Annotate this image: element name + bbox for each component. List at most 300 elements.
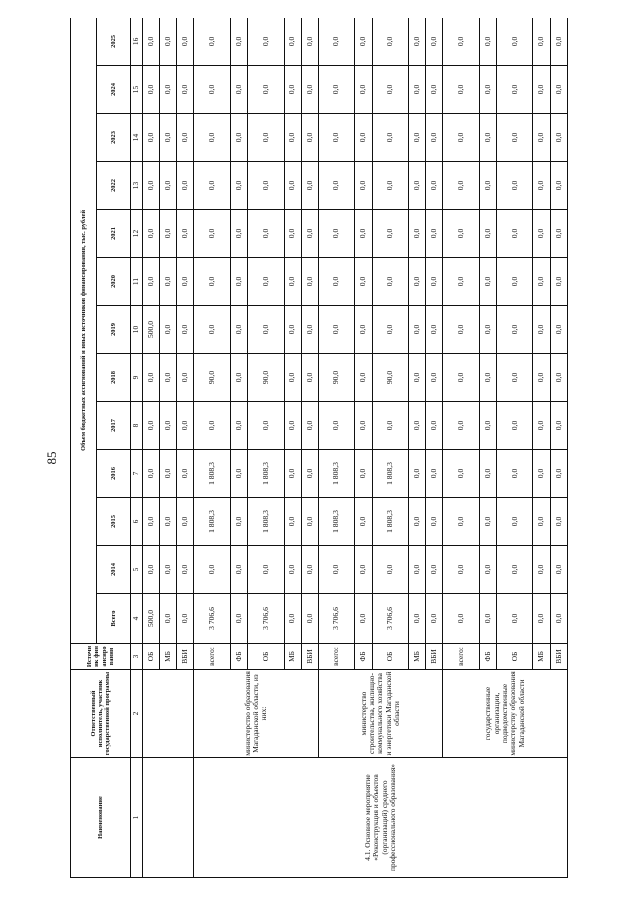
value-cell: 0,0 <box>409 594 426 644</box>
value-cell: 500,0 <box>143 594 160 644</box>
source-cell: МБ <box>284 644 301 670</box>
value-cell: 1 808,3 <box>372 450 408 498</box>
value-cell: 0,0 <box>284 402 301 450</box>
value-cell: 0,0 <box>426 498 443 546</box>
value-cell: 0,0 <box>550 18 567 66</box>
value-cell: 0,0 <box>355 18 372 66</box>
value-cell: 0,0 <box>143 210 160 258</box>
value-cell: 0,0 <box>318 210 354 258</box>
value-cell: 0,0 <box>318 258 354 306</box>
value-cell: 3 706,6 <box>194 594 230 644</box>
value-cell: 0,0 <box>177 450 194 498</box>
source-cell: ФБ <box>479 644 496 670</box>
table-row <box>194 18 230 878</box>
value-cell: 0,0 <box>194 402 230 450</box>
value-cell: 0,0 <box>248 306 284 354</box>
value-cell: 0,0 <box>443 354 479 402</box>
value-cell: 0,0 <box>533 114 550 162</box>
value-cell: 0,0 <box>372 210 408 258</box>
value-cell: 0,0 <box>426 402 443 450</box>
value-cell: 0,0 <box>355 546 372 594</box>
column-number: 10 <box>131 306 143 354</box>
value-cell: 0,0 <box>194 258 230 306</box>
value-cell: 0,0 <box>230 18 247 66</box>
value-cell: 0,0 <box>533 162 550 210</box>
header-year: 2018 <box>97 354 131 402</box>
value-cell: 0,0 <box>533 354 550 402</box>
value-cell: 0,0 <box>355 450 372 498</box>
value-cell: 0,0 <box>230 450 247 498</box>
value-cell: 0,0 <box>550 162 567 210</box>
value-cell: 0,0 <box>143 498 160 546</box>
value-cell: 0,0 <box>284 258 301 306</box>
value-cell: 0,0 <box>318 114 354 162</box>
value-cell: 0,0 <box>143 354 160 402</box>
value-cell: 0,0 <box>443 594 479 644</box>
column-number: 6 <box>131 498 143 546</box>
value-cell: 0,0 <box>230 594 247 644</box>
value-cell: 0,0 <box>533 402 550 450</box>
value-cell: 0,0 <box>409 258 426 306</box>
source-cell: всего: <box>318 644 354 670</box>
value-cell: 0,0 <box>443 18 479 66</box>
value-cell: 0,0 <box>550 498 567 546</box>
header-year: 2016 <box>97 450 131 498</box>
header-source: Источник финансирования <box>71 644 131 670</box>
value-cell: 0,0 <box>318 402 354 450</box>
value-cell: 1 808,3 <box>318 498 354 546</box>
value-cell: 0,0 <box>143 546 160 594</box>
source-cell: ВБИ <box>301 644 318 670</box>
value-cell: 0,0 <box>284 114 301 162</box>
value-cell: 0,0 <box>443 114 479 162</box>
source-cell: ОБ <box>372 644 408 670</box>
value-cell: 0,0 <box>533 210 550 258</box>
value-cell: 0,0 <box>443 162 479 210</box>
value-cell: 0,0 <box>479 594 496 644</box>
value-cell: 0,0 <box>301 498 318 546</box>
value-cell: 0,0 <box>230 258 247 306</box>
rotated-table-container <box>70 18 568 878</box>
value-cell: 0,0 <box>143 18 160 66</box>
value-cell: 0,0 <box>533 306 550 354</box>
value-cell: 0,0 <box>355 306 372 354</box>
column-number: 2 <box>131 670 143 758</box>
value-cell: 0,0 <box>284 210 301 258</box>
value-cell: 0,0 <box>248 210 284 258</box>
value-cell: 0,0 <box>160 18 177 66</box>
value-cell: 0,0 <box>160 498 177 546</box>
source-cell: всего: <box>443 644 479 670</box>
value-cell: 0,0 <box>479 498 496 546</box>
column-number: 9 <box>131 354 143 402</box>
value-cell: 0,0 <box>230 306 247 354</box>
value-cell: 0,0 <box>301 18 318 66</box>
value-cell: 0,0 <box>230 402 247 450</box>
value-cell: 0,0 <box>284 66 301 114</box>
value-cell: 0,0 <box>284 546 301 594</box>
value-cell: 0,0 <box>409 18 426 66</box>
header-total: Всего <box>97 594 131 644</box>
value-cell: 0,0 <box>194 210 230 258</box>
value-cell: 0,0 <box>372 546 408 594</box>
value-cell: 0,0 <box>177 594 194 644</box>
value-cell: 0,0 <box>248 162 284 210</box>
header-year: 2015 <box>97 498 131 546</box>
value-cell: 0,0 <box>160 258 177 306</box>
value-cell: 0,0 <box>443 210 479 258</box>
value-cell: 0,0 <box>301 354 318 402</box>
header-year: 2025 <box>97 18 131 66</box>
value-cell: 90,0 <box>248 354 284 402</box>
header-year: 2017 <box>97 402 131 450</box>
value-cell: 0,0 <box>301 210 318 258</box>
table-header <box>71 18 143 878</box>
value-cell: 0,0 <box>409 162 426 210</box>
value-cell: 0,0 <box>496 402 532 450</box>
value-cell: 0,0 <box>533 594 550 644</box>
value-cell: 0,0 <box>301 546 318 594</box>
value-cell: 0,0 <box>230 66 247 114</box>
value-cell: 0,0 <box>284 354 301 402</box>
value-cell: 0,0 <box>409 114 426 162</box>
value-cell: 0,0 <box>409 402 426 450</box>
value-cell: 0,0 <box>143 402 160 450</box>
value-cell: 3 706,6 <box>372 594 408 644</box>
value-cell: 0,0 <box>230 162 247 210</box>
value-cell: 0,0 <box>355 498 372 546</box>
value-cell: 0,0 <box>479 450 496 498</box>
source-cell: ВБИ <box>177 644 194 670</box>
value-cell: 0,0 <box>301 66 318 114</box>
value-cell: 0,0 <box>496 354 532 402</box>
source-cell: МБ <box>533 644 550 670</box>
value-cell: 0,0 <box>160 546 177 594</box>
table-row <box>443 18 479 878</box>
value-cell: 0,0 <box>284 306 301 354</box>
value-cell: 0,0 <box>443 66 479 114</box>
value-cell: 0,0 <box>160 210 177 258</box>
column-number: 7 <box>131 450 143 498</box>
value-cell: 0,0 <box>496 306 532 354</box>
value-cell: 0,0 <box>143 66 160 114</box>
value-cell: 0,0 <box>284 594 301 644</box>
value-cell: 0,0 <box>550 258 567 306</box>
value-cell: 0,0 <box>355 594 372 644</box>
value-cell: 0,0 <box>409 66 426 114</box>
value-cell: 0,0 <box>372 66 408 114</box>
header-year: 2023 <box>97 114 131 162</box>
value-cell: 0,0 <box>160 594 177 644</box>
column-number: 11 <box>131 258 143 306</box>
table-frame <box>70 18 568 878</box>
value-cell: 0,0 <box>318 162 354 210</box>
value-cell: 0,0 <box>194 66 230 114</box>
value-cell: 0,0 <box>479 402 496 450</box>
value-cell: 0,0 <box>443 546 479 594</box>
value-cell: 0,0 <box>533 66 550 114</box>
value-cell: 0,0 <box>355 210 372 258</box>
value-cell: 0,0 <box>479 66 496 114</box>
value-cell: 0,0 <box>426 258 443 306</box>
continued-name-cell <box>143 758 194 878</box>
value-cell: 0,0 <box>372 306 408 354</box>
value-cell: 0,0 <box>177 162 194 210</box>
column-number: 16 <box>131 18 143 66</box>
value-cell: 0,0 <box>533 450 550 498</box>
value-cell: 0,0 <box>160 114 177 162</box>
source-cell: ОБ <box>143 644 160 670</box>
value-cell: 0,0 <box>550 450 567 498</box>
value-cell: 0,0 <box>177 354 194 402</box>
value-cell: 0,0 <box>426 546 443 594</box>
value-cell: 0,0 <box>409 354 426 402</box>
value-cell: 0,0 <box>177 66 194 114</box>
value-cell: 0,0 <box>496 546 532 594</box>
value-cell: 0,0 <box>409 306 426 354</box>
source-cell: ВБИ <box>550 644 567 670</box>
value-cell: 0,0 <box>248 402 284 450</box>
value-cell: 0,0 <box>194 306 230 354</box>
value-cell: 500,0 <box>143 306 160 354</box>
table-body <box>143 18 568 878</box>
value-cell: 0,0 <box>479 18 496 66</box>
value-cell: 90,0 <box>372 354 408 402</box>
value-cell: 0,0 <box>496 162 532 210</box>
value-cell: 0,0 <box>550 306 567 354</box>
value-cell: 0,0 <box>496 450 532 498</box>
value-cell: 0,0 <box>533 546 550 594</box>
value-cell: 0,0 <box>160 402 177 450</box>
value-cell: 0,0 <box>248 258 284 306</box>
value-cell: 0,0 <box>372 402 408 450</box>
value-cell: 0,0 <box>194 18 230 66</box>
source-cell: всего: <box>194 644 230 670</box>
value-cell: 0,0 <box>533 498 550 546</box>
value-cell: 0,0 <box>409 210 426 258</box>
page-number: 85 <box>44 451 59 465</box>
column-number: 3 <box>131 644 143 670</box>
measure-name: 4.1. Основное мероприятие «Реконструкция и объектов (организаций) среднего профессионального образования» <box>194 758 568 878</box>
value-cell: 0,0 <box>479 546 496 594</box>
value-cell: 0,0 <box>426 18 443 66</box>
value-cell: 0,0 <box>230 498 247 546</box>
value-cell: 0,0 <box>443 402 479 450</box>
table-row <box>318 18 354 878</box>
table-row <box>143 18 160 878</box>
value-cell: 0,0 <box>496 114 532 162</box>
value-cell: 0,0 <box>443 306 479 354</box>
value-cell: 0,0 <box>230 210 247 258</box>
value-cell: 0,0 <box>355 66 372 114</box>
value-cell: 0,0 <box>496 66 532 114</box>
value-cell: 0,0 <box>479 306 496 354</box>
value-cell: 1 808,3 <box>248 450 284 498</box>
source-cell: МБ <box>409 644 426 670</box>
value-cell: 0,0 <box>160 354 177 402</box>
executor-cell: министерство строительства, жилищно-коммунального хозяйства и энергетики Магаданской области <box>318 670 442 758</box>
value-cell: 1 808,3 <box>248 498 284 546</box>
executor-cell: государственные организации, подведомственные министерству образования Магаданской области <box>443 670 568 758</box>
value-cell: 0,0 <box>194 114 230 162</box>
column-number: 1 <box>131 758 143 878</box>
value-cell: 0,0 <box>372 258 408 306</box>
value-cell: 0,0 <box>479 210 496 258</box>
value-cell: 0,0 <box>426 594 443 644</box>
value-cell: 0,0 <box>550 210 567 258</box>
value-cell: 0,0 <box>355 114 372 162</box>
value-cell: 0,0 <box>248 114 284 162</box>
value-cell: 0,0 <box>479 354 496 402</box>
value-cell: 0,0 <box>248 546 284 594</box>
value-cell: 0,0 <box>284 18 301 66</box>
value-cell: 0,0 <box>479 258 496 306</box>
value-cell: 1 808,3 <box>318 450 354 498</box>
value-cell: 0,0 <box>318 18 354 66</box>
value-cell: 0,0 <box>177 114 194 162</box>
value-cell: 0,0 <box>143 450 160 498</box>
value-cell: 0,0 <box>409 450 426 498</box>
value-cell: 0,0 <box>318 546 354 594</box>
value-cell: 0,0 <box>248 18 284 66</box>
value-cell: 0,0 <box>426 306 443 354</box>
value-cell: 0,0 <box>177 546 194 594</box>
header-year: 2022 <box>97 162 131 210</box>
value-cell: 0,0 <box>177 210 194 258</box>
value-cell: 0,0 <box>301 306 318 354</box>
value-cell: 0,0 <box>194 546 230 594</box>
value-cell: 0,0 <box>409 498 426 546</box>
value-cell: 0,0 <box>177 402 194 450</box>
value-cell: 0,0 <box>550 594 567 644</box>
source-cell: ОБ <box>248 644 284 670</box>
source-cell: ФБ <box>230 644 247 670</box>
value-cell: 0,0 <box>426 210 443 258</box>
value-cell: 1 808,3 <box>372 498 408 546</box>
value-cell: 0,0 <box>177 306 194 354</box>
value-cell: 0,0 <box>426 162 443 210</box>
header-name: Наименование <box>71 758 131 878</box>
value-cell: 0,0 <box>301 594 318 644</box>
header-year: 2024 <box>97 66 131 114</box>
value-cell: 0,0 <box>550 546 567 594</box>
header-year: 2019 <box>97 306 131 354</box>
value-cell: 0,0 <box>230 114 247 162</box>
value-cell: 0,0 <box>496 18 532 66</box>
financing-table <box>70 18 568 878</box>
value-cell: 0,0 <box>355 258 372 306</box>
source-cell: ОБ <box>496 644 532 670</box>
value-cell: 0,0 <box>301 258 318 306</box>
value-cell: 0,0 <box>496 210 532 258</box>
value-cell: 0,0 <box>372 114 408 162</box>
value-cell: 0,0 <box>550 402 567 450</box>
value-cell: 90,0 <box>194 354 230 402</box>
value-cell: 0,0 <box>372 162 408 210</box>
header-volume: Объем бюджетных ассигнований и иных источников финансирования, тыс. рублей <box>71 18 97 644</box>
value-cell: 0,0 <box>160 450 177 498</box>
source-cell: ВБИ <box>426 644 443 670</box>
value-cell: 0,0 <box>177 498 194 546</box>
header-executor: Ответственный исполнитель, участник государственной программы <box>71 670 131 758</box>
value-cell: 0,0 <box>355 162 372 210</box>
value-cell: 0,0 <box>550 354 567 402</box>
value-cell: 0,0 <box>426 354 443 402</box>
value-cell: 0,0 <box>194 162 230 210</box>
column-number: 8 <box>131 402 143 450</box>
value-cell: 0,0 <box>143 162 160 210</box>
value-cell: 0,0 <box>355 402 372 450</box>
value-cell: 0,0 <box>443 450 479 498</box>
column-number: 13 <box>131 162 143 210</box>
value-cell: 0,0 <box>496 594 532 644</box>
value-cell: 0,0 <box>479 114 496 162</box>
value-cell: 1 808,3 <box>194 450 230 498</box>
value-cell: 0,0 <box>550 114 567 162</box>
value-cell: 0,0 <box>160 162 177 210</box>
value-cell: 0,0 <box>160 66 177 114</box>
header-year: 2020 <box>97 258 131 306</box>
value-cell: 0,0 <box>426 114 443 162</box>
value-cell: 0,0 <box>409 546 426 594</box>
value-cell: 0,0 <box>230 354 247 402</box>
value-cell: 0,0 <box>550 66 567 114</box>
value-cell: 3 706,6 <box>248 594 284 644</box>
value-cell: 0,0 <box>301 162 318 210</box>
value-cell: 0,0 <box>177 258 194 306</box>
value-cell: 0,0 <box>143 258 160 306</box>
value-cell: 0,0 <box>355 354 372 402</box>
value-cell: 0,0 <box>284 162 301 210</box>
value-cell: 0,0 <box>479 162 496 210</box>
header-year: 2021 <box>97 210 131 258</box>
value-cell: 0,0 <box>426 66 443 114</box>
value-cell: 0,0 <box>230 546 247 594</box>
value-cell: 3 706,6 <box>318 594 354 644</box>
value-cell: 0,0 <box>301 450 318 498</box>
value-cell: 0,0 <box>318 306 354 354</box>
source-cell: МБ <box>160 644 177 670</box>
value-cell: 1 808,3 <box>194 498 230 546</box>
value-cell: 0,0 <box>284 498 301 546</box>
value-cell: 0,0 <box>533 258 550 306</box>
executor-cell: министерство образования Магаданской области, из них: <box>194 670 318 758</box>
source-cell: ФБ <box>355 644 372 670</box>
value-cell: 0,0 <box>443 258 479 306</box>
value-cell: 0,0 <box>301 402 318 450</box>
column-number: 14 <box>131 114 143 162</box>
value-cell: 0,0 <box>143 114 160 162</box>
value-cell: 0,0 <box>248 66 284 114</box>
value-cell: 0,0 <box>496 258 532 306</box>
value-cell: 0,0 <box>160 306 177 354</box>
column-number: 15 <box>131 66 143 114</box>
continued-executor-cell <box>143 670 194 758</box>
column-number: 4 <box>131 594 143 644</box>
value-cell: 0,0 <box>177 18 194 66</box>
column-number: 12 <box>131 210 143 258</box>
value-cell: 0,0 <box>318 66 354 114</box>
header-year: 2014 <box>97 546 131 594</box>
value-cell: 90,0 <box>318 354 354 402</box>
value-cell: 0,0 <box>301 114 318 162</box>
column-number: 5 <box>131 546 143 594</box>
value-cell: 0,0 <box>372 18 408 66</box>
value-cell: 0,0 <box>426 450 443 498</box>
value-cell: 0,0 <box>284 450 301 498</box>
value-cell: 0,0 <box>533 18 550 66</box>
value-cell: 0,0 <box>443 498 479 546</box>
